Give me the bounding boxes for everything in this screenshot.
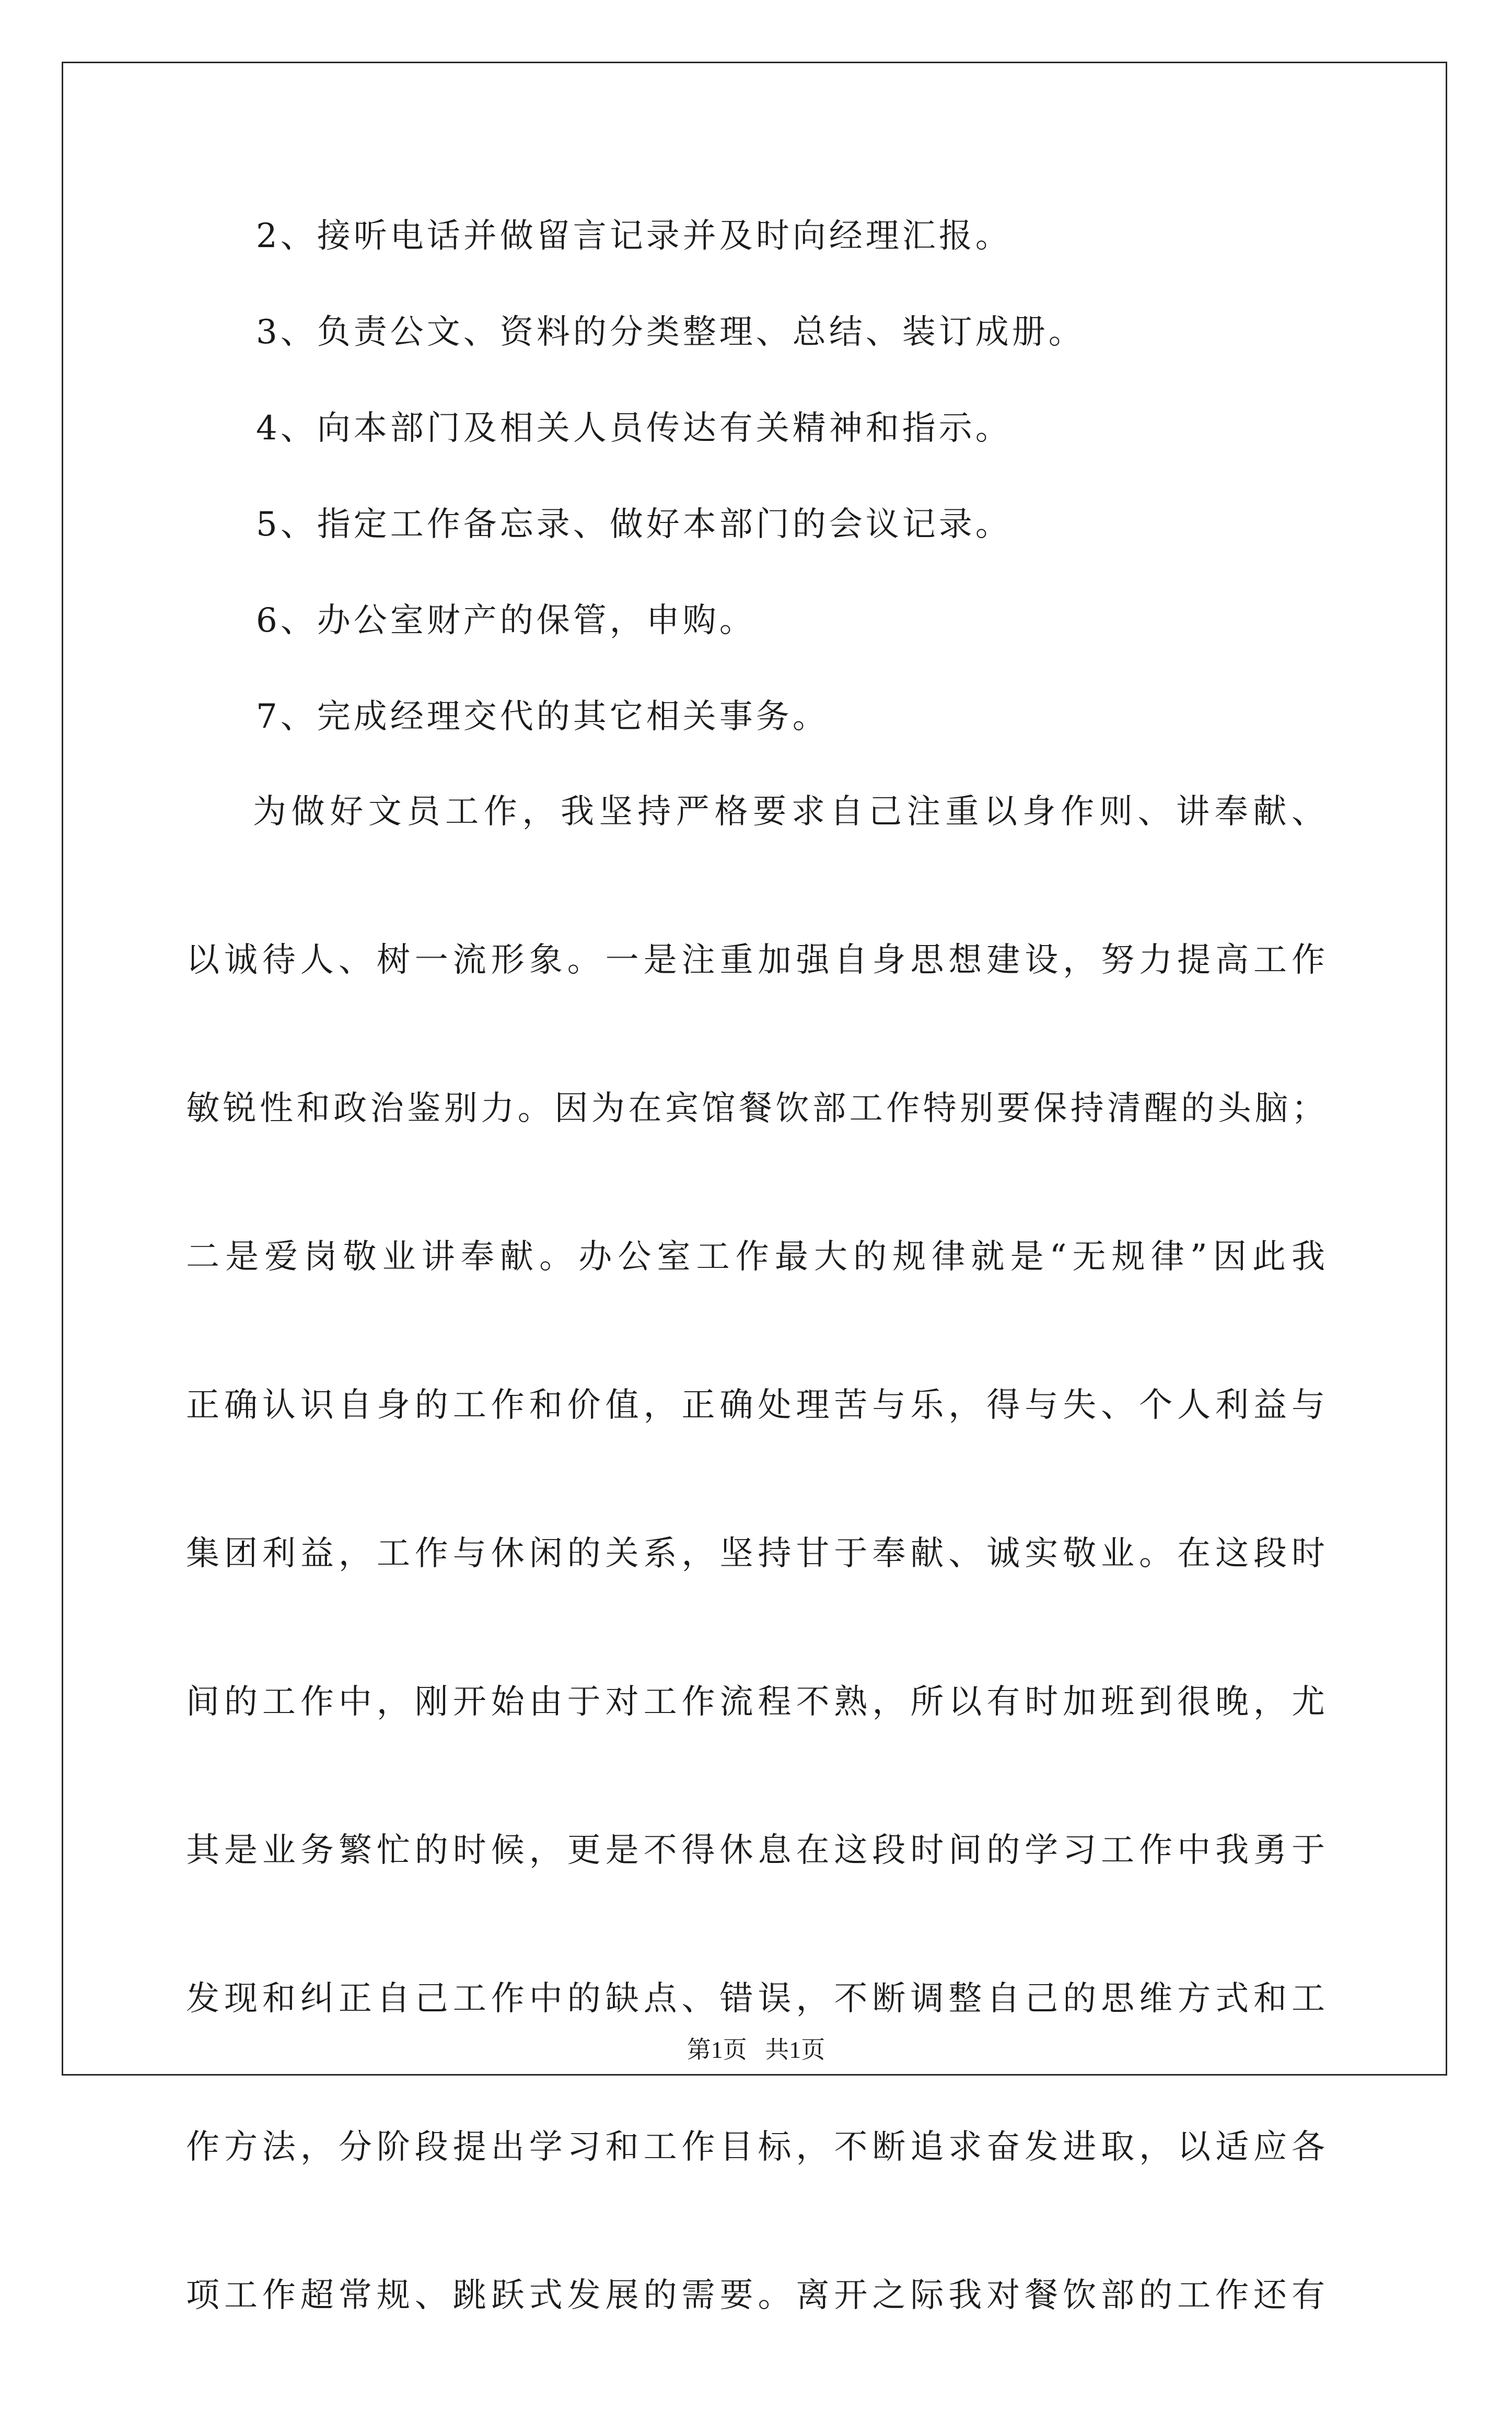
paragraph-line: 其是业务繁忙的时候，更是不得休息在这段时间的学习工作中我勇于: [186, 1831, 1325, 1870]
paragraph-line: 敏锐性和政治鉴别力。因为在宾馆餐饮部工作特别要保持清醒的头脑；: [186, 1089, 1325, 1128]
paragraph-line: 为做好文员工作，我坚持严格要求自己注重以身作则、讲奉献、: [253, 793, 1325, 831]
paragraph-line: 间的工作中，刚开始由于对工作流程不熟，所以有时加班到很晚，尤: [186, 1683, 1325, 1721]
paragraph-line: 发现和纠正自己工作中的缺点、错误，不断调整自己的思维方式和工: [186, 1979, 1325, 2018]
list-item: 6、办公室财产的保管，申购。: [256, 601, 756, 640]
body-paragraph: [186, 791, 1325, 2423]
paragraph-line: 作方法，分阶段提出学习和工作目标，不断追求奋发进取，以适应各: [186, 2128, 1325, 2166]
paragraph-line: 集团利益，工作与休闲的关系，坚持甘于奉献、诚实敬业。在这段时: [186, 1534, 1325, 1573]
list-item: 4、向本部门及相关人员传达有关精神和指示。: [256, 409, 1012, 448]
page-number-footer: 第1页 共1页: [687, 2036, 825, 2063]
paragraph-line: 项工作超常规、跳跃式发展的需要。离开之际我对餐饮部的工作还有: [186, 2276, 1325, 2315]
paragraph-line: 正确认识自身的工作和价值，正确处理苦与乐，得与失、个人利益与: [186, 1386, 1325, 1425]
list-item: 2、接听电话并做留言记录并及时向经理汇报。: [256, 217, 1012, 255]
list-item: 3、负责公文、资料的分类整理、总结、装订成册。: [256, 313, 1085, 352]
paragraph-line: 以诚待人、树一流形象。一是注重加强自身思想建设，努力提高工作: [186, 941, 1325, 980]
list-item: 7、完成经理交代的其它相关事务。: [256, 697, 829, 736]
paragraph-line: 二是爱岗敬业讲奉献。办公室工作最大的规律就是“无规律”因此我: [186, 1238, 1325, 1276]
list-item: 5、指定工作备忘录、做好本部门的会议记录。: [256, 505, 1012, 544]
